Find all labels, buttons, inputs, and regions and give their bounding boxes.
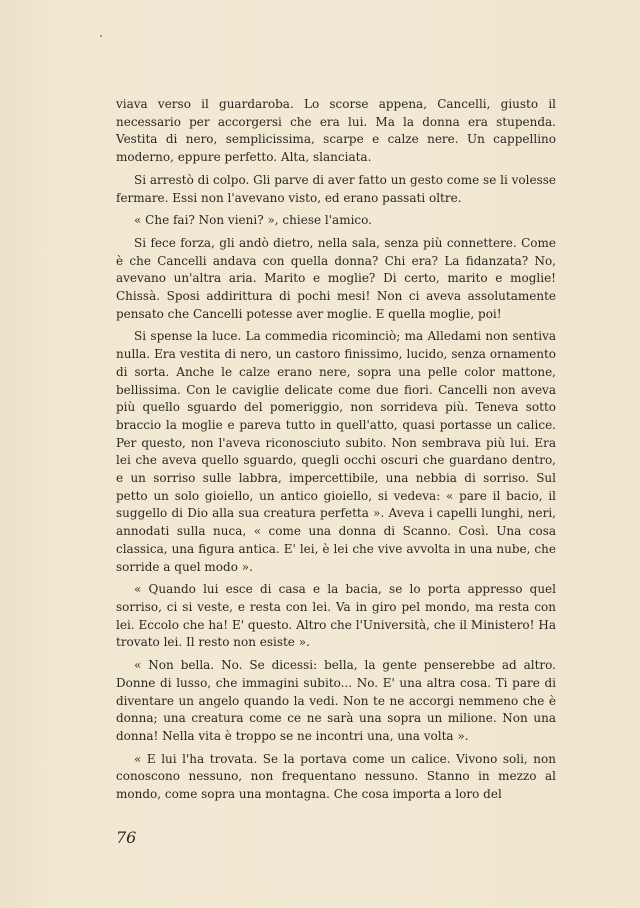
paragraph-8: « E lui l'ha trovata. Se la portava come un calice. Vivono soli, non conoscono nessuno, non frequentano nessuno. Stanno in mezzo al mondo, come sopra una montagna. Che cosa importa a loro del (116, 751, 556, 802)
paragraph-5: Si spense la luce. La commedia ricominciò; ma Alledami non sentiva nulla. Era vestita di nero, un castoro finissimo, lucido, senza ornamento di sorta. Anche le calze erano nere, sopra una pelle color mattone, bellissima. Con le caviglie delicate come due fiori. Cancelli non aveva più quello sguardo del pomeriggio, non sorrideva più. Teneva sotto braccio la moglie e pareva tutto in quell'atto, quasi portasse un calice. Per questo, non l'aveva riconosciuto subito. Non sembrava più lui. Era lei che aveva quello sguardo, quegli occhi oscuri che guardano dentro, e un sorriso sulle labbra, impercettibile, una nebbia di sorriso. Sul petto un solo gioiello, un antico gioiello, si vedeva: « pare il bacio, il suggello di Dio alla sua creatura perfetta ». Aveva i capelli lunghi, neri, annodati sulla nuca, « come una donna di Scanno. Così. Una cosa classica, una figura antica. E' lei, è lei che vive avvolta in una nube, che sorride a quel modo ». (116, 329, 556, 574)
paragraph-1: viava verso il guardaroba. Lo scorse appena, Cancelli, giusto il necessario per accorgersi che era lui. Ma la donna era stupenda. Vestita di nero, semplicissima, scarpe e calze nere. Un cappellino moderno, eppure perfetto. Alta, slanciata. (116, 97, 556, 165)
page-number: 76 (116, 828, 137, 847)
paper-speck (100, 35, 102, 37)
paragraph-2: Si arrestò di colpo. Gli parve di aver fatto un gesto come se li volesse fermare. Essi non l'avevano visto, ed erano passati oltre. (116, 172, 556, 205)
paragraph-4: Si fece forza, gli andò dietro, nella sala, senza più connettere. Come è che Cancelli andava con quella donna? Chi era? La fidanzata? No, avevano un'altra aria. Marito e moglie? Di certo, marito e moglie! Chissà. Sposi addirittura di pochi mesi! Non ci aveva assolutamente pensato che Cancelli potesse aver moglie. E quella moglie, poi! (116, 235, 556, 321)
paragraph-6: « Quando lui esce di casa e la bacia, se lo porta appresso quel sorriso, ci si veste, e resta con lei. Va in giro pel mondo, ma resta con lei. Eccolo che ha! E' questo. Altro che l'Università, che il Ministero! Ha trovato lei. Il resto non esiste ». (116, 582, 556, 650)
body-text (116, 96, 556, 809)
paragraph-7: « Non bella. No. Se dicessi: bella, la gente penserebbe ad altro. Donne di lusso, che immagini subito... No. E' una altra cosa. Ti pare di diventare un angelo quando la vedi. Non te ne accorgi nemmeno che è donna; una creatura come ce ne sarà una sopra un milione. Non una donna! Nella vita è troppo se ne incontri una, una volta ». (116, 658, 556, 743)
paragraph-3: « Che fai? Non vieni? », chiese l'amico. (134, 213, 372, 228)
